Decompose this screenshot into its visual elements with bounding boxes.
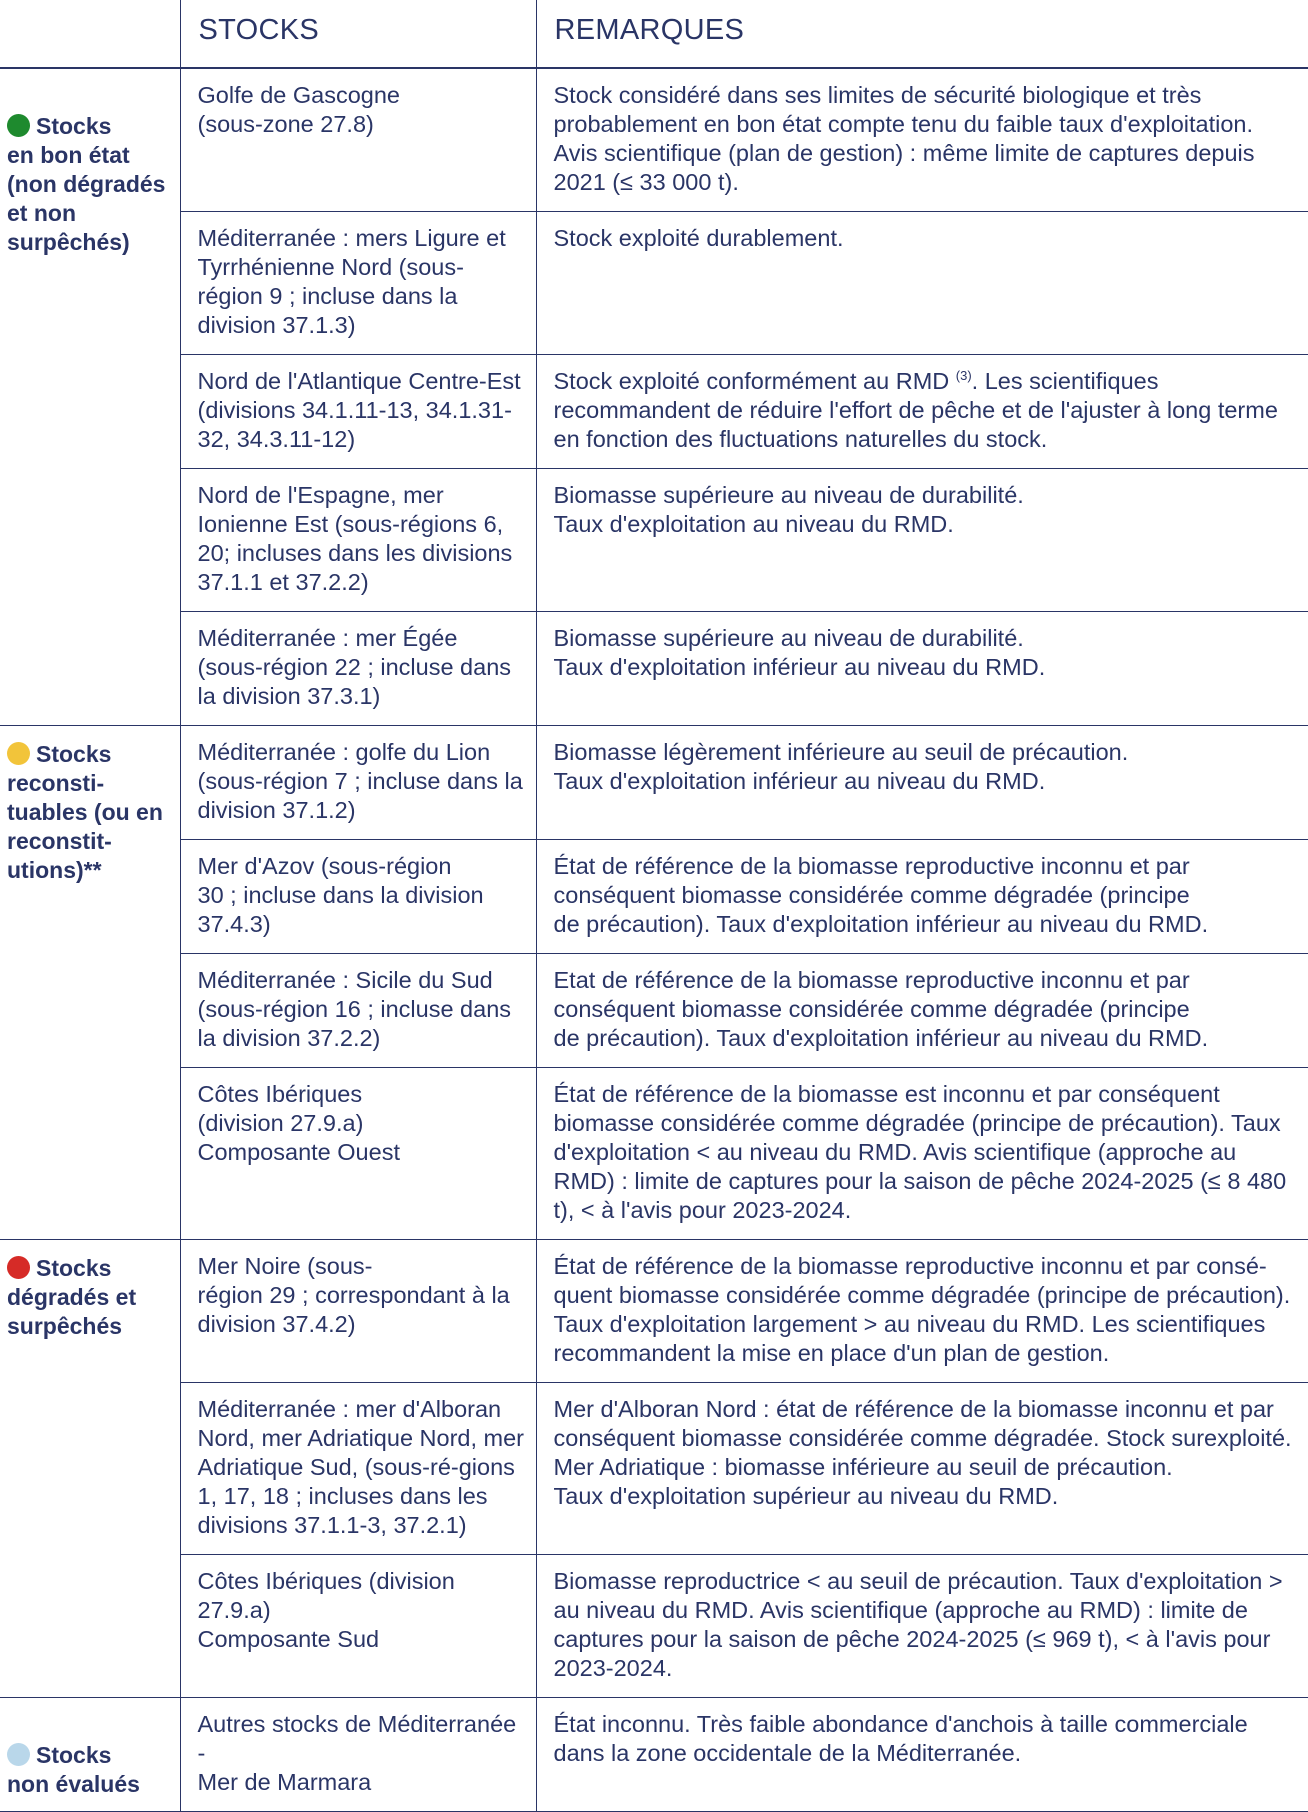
table-row xyxy=(0,1068,1308,1240)
remark-cell: État de référence de la biomasse reproductive inconnu et par conséquent biomasse considérée comme dégradée (principe de précaution). Taux d'exploitation inférieur au niveau du RMD. xyxy=(536,840,1308,954)
remark-cell: Biomasse supérieure au niveau de durabilité. Taux d'exploitation inférieur au niveau du RMD. xyxy=(536,612,1308,726)
stock-cell: Mer Noire (sous- région 29 ; correspondant à la division 37.4.2) xyxy=(180,1240,536,1383)
remark-cell: Biomasse supérieure au niveau de durabilité. Taux d'exploitation au niveau du RMD. xyxy=(536,469,1308,612)
remark-text: Stock exploité conformément au RMD xyxy=(553,368,950,394)
category-unassessed xyxy=(0,1698,180,1812)
stock-cell: Côtes Ibériques (division 27.9.a) Composante Ouest xyxy=(180,1068,536,1240)
table-row xyxy=(0,1240,1308,1383)
remark-cell: État inconnu. Très faible abondance d'anchois à taille commerciale dans la zone occidentale de la Méditerranée. xyxy=(536,1698,1308,1812)
column-header-stocks: STOCKS xyxy=(180,0,536,68)
remark-cell xyxy=(536,355,1308,469)
table-row xyxy=(0,212,1308,355)
red-status-dot-icon xyxy=(7,1256,30,1279)
header-corner xyxy=(0,0,180,68)
stock-cell: Golfe de Gascogne (sous-zone 27.8) xyxy=(180,68,536,212)
category-label: Stocks en bon état (non dégradés et non surpêchés) xyxy=(7,113,166,255)
stock-cell: Méditerranée : Sicile du Sud (sous-région 16 ; incluse dans la division 37.2.2) xyxy=(180,954,536,1068)
stock-cell: Méditerranée : mer Égée (sous-région 22 ; incluse dans la division 37.3.1) xyxy=(180,612,536,726)
remark-cell: Stock exploité durablement. xyxy=(536,212,1308,355)
stock-cell: Nord de l'Atlantique Centre-Est (divisions 34.1.11-13, 34.1.31-32, 34.3.11-12) xyxy=(180,355,536,469)
stock-cell: Côtes Ibériques (division 27.9.a) Composante Sud xyxy=(180,1555,536,1698)
remark-cell: État de référence de la biomasse est inconnu et par conséquent biomasse considérée comme dégradée (principe de précaution). Taux d'exploitation < au niveau du RMD. Avis scientifique (approche au RMD) : limite de captures pour la saison de pêche 2024-2025 (≤ 8 480 t), < à l'avis pour 2023-2024. xyxy=(536,1068,1308,1240)
yellow-status-dot-icon xyxy=(7,742,30,765)
stock-cell: Méditerranée : mer d'Alboran Nord, mer Adriatique Nord, mer Adriatique Sud, (sous-ré-gions 1, 17, 18 ; incluses dans les divisions 37.1.1-3, 37.2.1) xyxy=(180,1383,536,1555)
green-status-dot-icon xyxy=(7,114,30,137)
table-row xyxy=(0,726,1308,840)
remark-cell: Biomasse légèrement inférieure au seuil de précaution. Taux d'exploitation inférieur au niveau du RMD. xyxy=(536,726,1308,840)
table-row xyxy=(0,954,1308,1068)
category-label: Stocks reconsti-tuables (ou en reconstit-utions)** xyxy=(7,741,163,883)
stock-cell: Mer d'Azov (sous-région 30 ; incluse dans la division 37.4.3) xyxy=(180,840,536,954)
table-row xyxy=(0,840,1308,954)
category-good-state xyxy=(0,68,180,726)
remark-cell: Stock considéré dans ses limites de sécurité biologique et très probablement en bon état compte tenu du faible taux d'exploitation. Avis scientifique (plan de gestion) : même limite de captures depuis 2021 (≤ 33 000 t). xyxy=(536,68,1308,212)
footnote-reference: (3) xyxy=(955,368,972,384)
light-blue-status-dot-icon xyxy=(7,1743,30,1766)
table-row xyxy=(0,469,1308,612)
category-rebuilding xyxy=(0,726,180,1240)
remark-cell: État de référence de la biomasse reproductive inconnu et par consé-quent biomasse considérée comme dégradée (principe de précaution). Taux d'exploitation largement > au niveau du RMD. Les scientifiques recommandent la mise en place d'un plan de gestion. xyxy=(536,1240,1308,1383)
table-row xyxy=(0,1383,1308,1555)
remark-text: . Les scientifiques recommandent de réduire l'effort de pêche et de l'ajuster à long terme en fonction des fluctuations naturelles du stock. xyxy=(553,368,1278,452)
category-degraded xyxy=(0,1240,180,1698)
table-row xyxy=(0,68,1308,212)
stock-cell: Méditerranée : golfe du Lion (sous-région 7 ; incluse dans la division 37.1.2) xyxy=(180,726,536,840)
remark-cell: Biomasse reproductrice < au seuil de précaution. Taux d'exploitation > au niveau du RMD. Avis scientifique (approche au RMD) : limite de captures pour la saison de pêche 2024-2025 (≤ 969 t), < à l'avis pour 2023-2024. xyxy=(536,1555,1308,1698)
stock-cell: Autres stocks de Méditerranée - Mer de Marmara xyxy=(180,1698,536,1812)
table-row xyxy=(0,1698,1308,1812)
header-row xyxy=(0,0,1308,68)
table-row xyxy=(0,355,1308,469)
column-header-remarques: REMARQUES xyxy=(536,0,1308,68)
category-label: Stocks non évalués xyxy=(7,1742,140,1797)
stock-cell: Méditerranée : mers Ligure et Tyrrhénienne Nord (sous-région 9 ; incluse dans la division 37.1.3) xyxy=(180,212,536,355)
category-label: Stocks dégradés et surpêchés xyxy=(7,1255,137,1339)
stock-cell: Nord de l'Espagne, mer Ionienne Est (sous-régions 6, 20; incluses dans les divisions 37.1.1 et 37.2.2) xyxy=(180,469,536,612)
table-row xyxy=(0,612,1308,726)
table-row xyxy=(0,1555,1308,1698)
remark-cell: Etat de référence de la biomasse reproductive inconnu et par conséquent biomasse considérée comme dégradée (principe de précaution). Taux d'exploitation inférieur au niveau du RMD. xyxy=(536,954,1308,1068)
remark-cell: Mer d'Alboran Nord : état de référence de la biomasse inconnu et par conséquent biomasse considérée comme dégradée. Stock surexploité. Mer Adriatique : biomasse inférieure au seuil de précaution. Taux d'exploitation supérieur au niveau du RMD. xyxy=(536,1383,1308,1555)
